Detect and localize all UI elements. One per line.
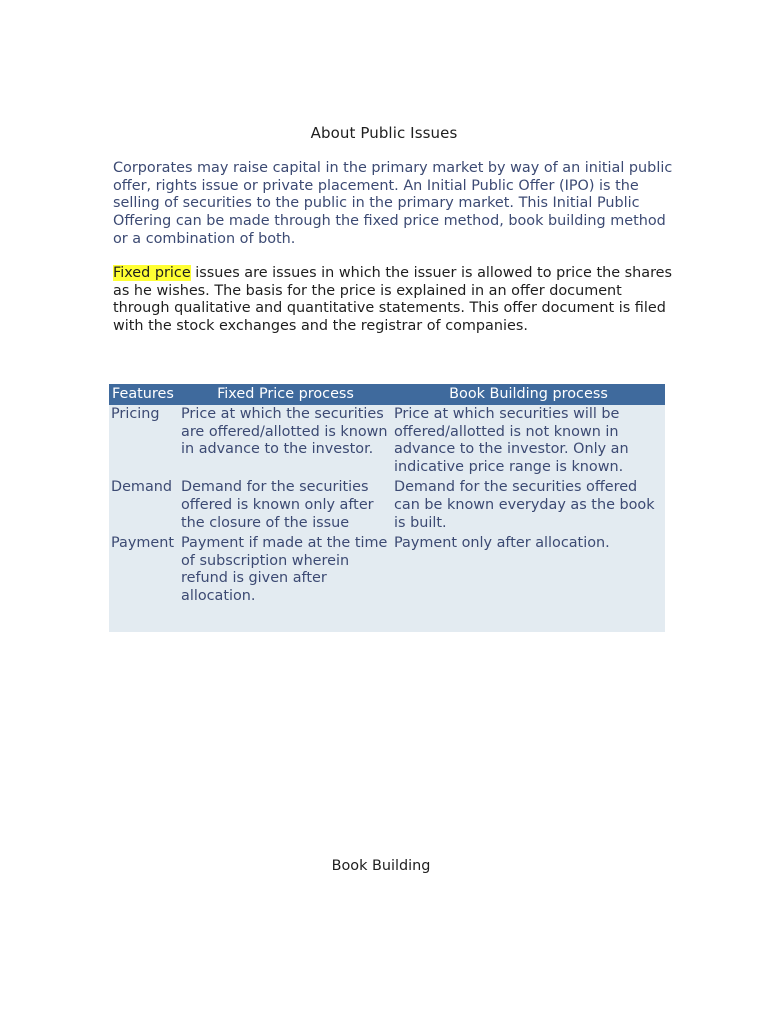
table-header-row [109,384,665,405]
feature-cell: Demand [111,479,173,496]
fixed-price-cell: Price at which the securities are offered/allotted is known in advance to the investor. [181,406,388,458]
fixed-price-highlight: Fixed price [113,265,191,281]
footer-label: Book Building [331,858,431,874]
header-fixed-price: Fixed Price process [179,384,392,405]
feature-cell: Payment [111,535,175,552]
book-building-cell: Price at which securities will be offered/allotted is not known in advance to the investor. Only an indicative price range is known. [394,406,629,475]
fixed-price-text: issues are issues in which the issuer is allowed to price the shares as he wishes. The basis for the price is explained in an offer document through qualitative and quantitative statements. This offer document is filed with the stock exchanges and the registrar of companies. [113,265,673,335]
book-building-cell: Payment only after allocation. [394,535,610,552]
book-building-cell: Demand for the securities offered can be known everyday as the book is built. [394,479,655,531]
comparison-table [109,384,665,609]
comparison-table-container [109,384,665,632]
table-row [109,479,665,535]
fixed-price-cell: Payment if made at the time of subscription wherein refund is given after allocation. [181,535,388,604]
fixed-price-paragraph [113,265,673,336]
fixed-price-cell: Demand for the securities offered is known only after the closure of the issue [181,479,374,531]
page-title: About Public Issues [310,124,458,142]
feature-cell: Pricing [111,406,160,422]
table-row [109,535,665,608]
header-features: Features [109,384,179,405]
intro-paragraph: Corporates may raise capital in the primary market by way of an initial public offer, rights issue or private placement. An Initial Public Offer (IPO) is the selling of securities to the public in the primary market. This Initial Public Offering can be made through the fixed price method, book building method or a combination of both. [113,160,673,247]
header-book-building: Book Building process [392,384,665,405]
table-row [109,405,665,479]
